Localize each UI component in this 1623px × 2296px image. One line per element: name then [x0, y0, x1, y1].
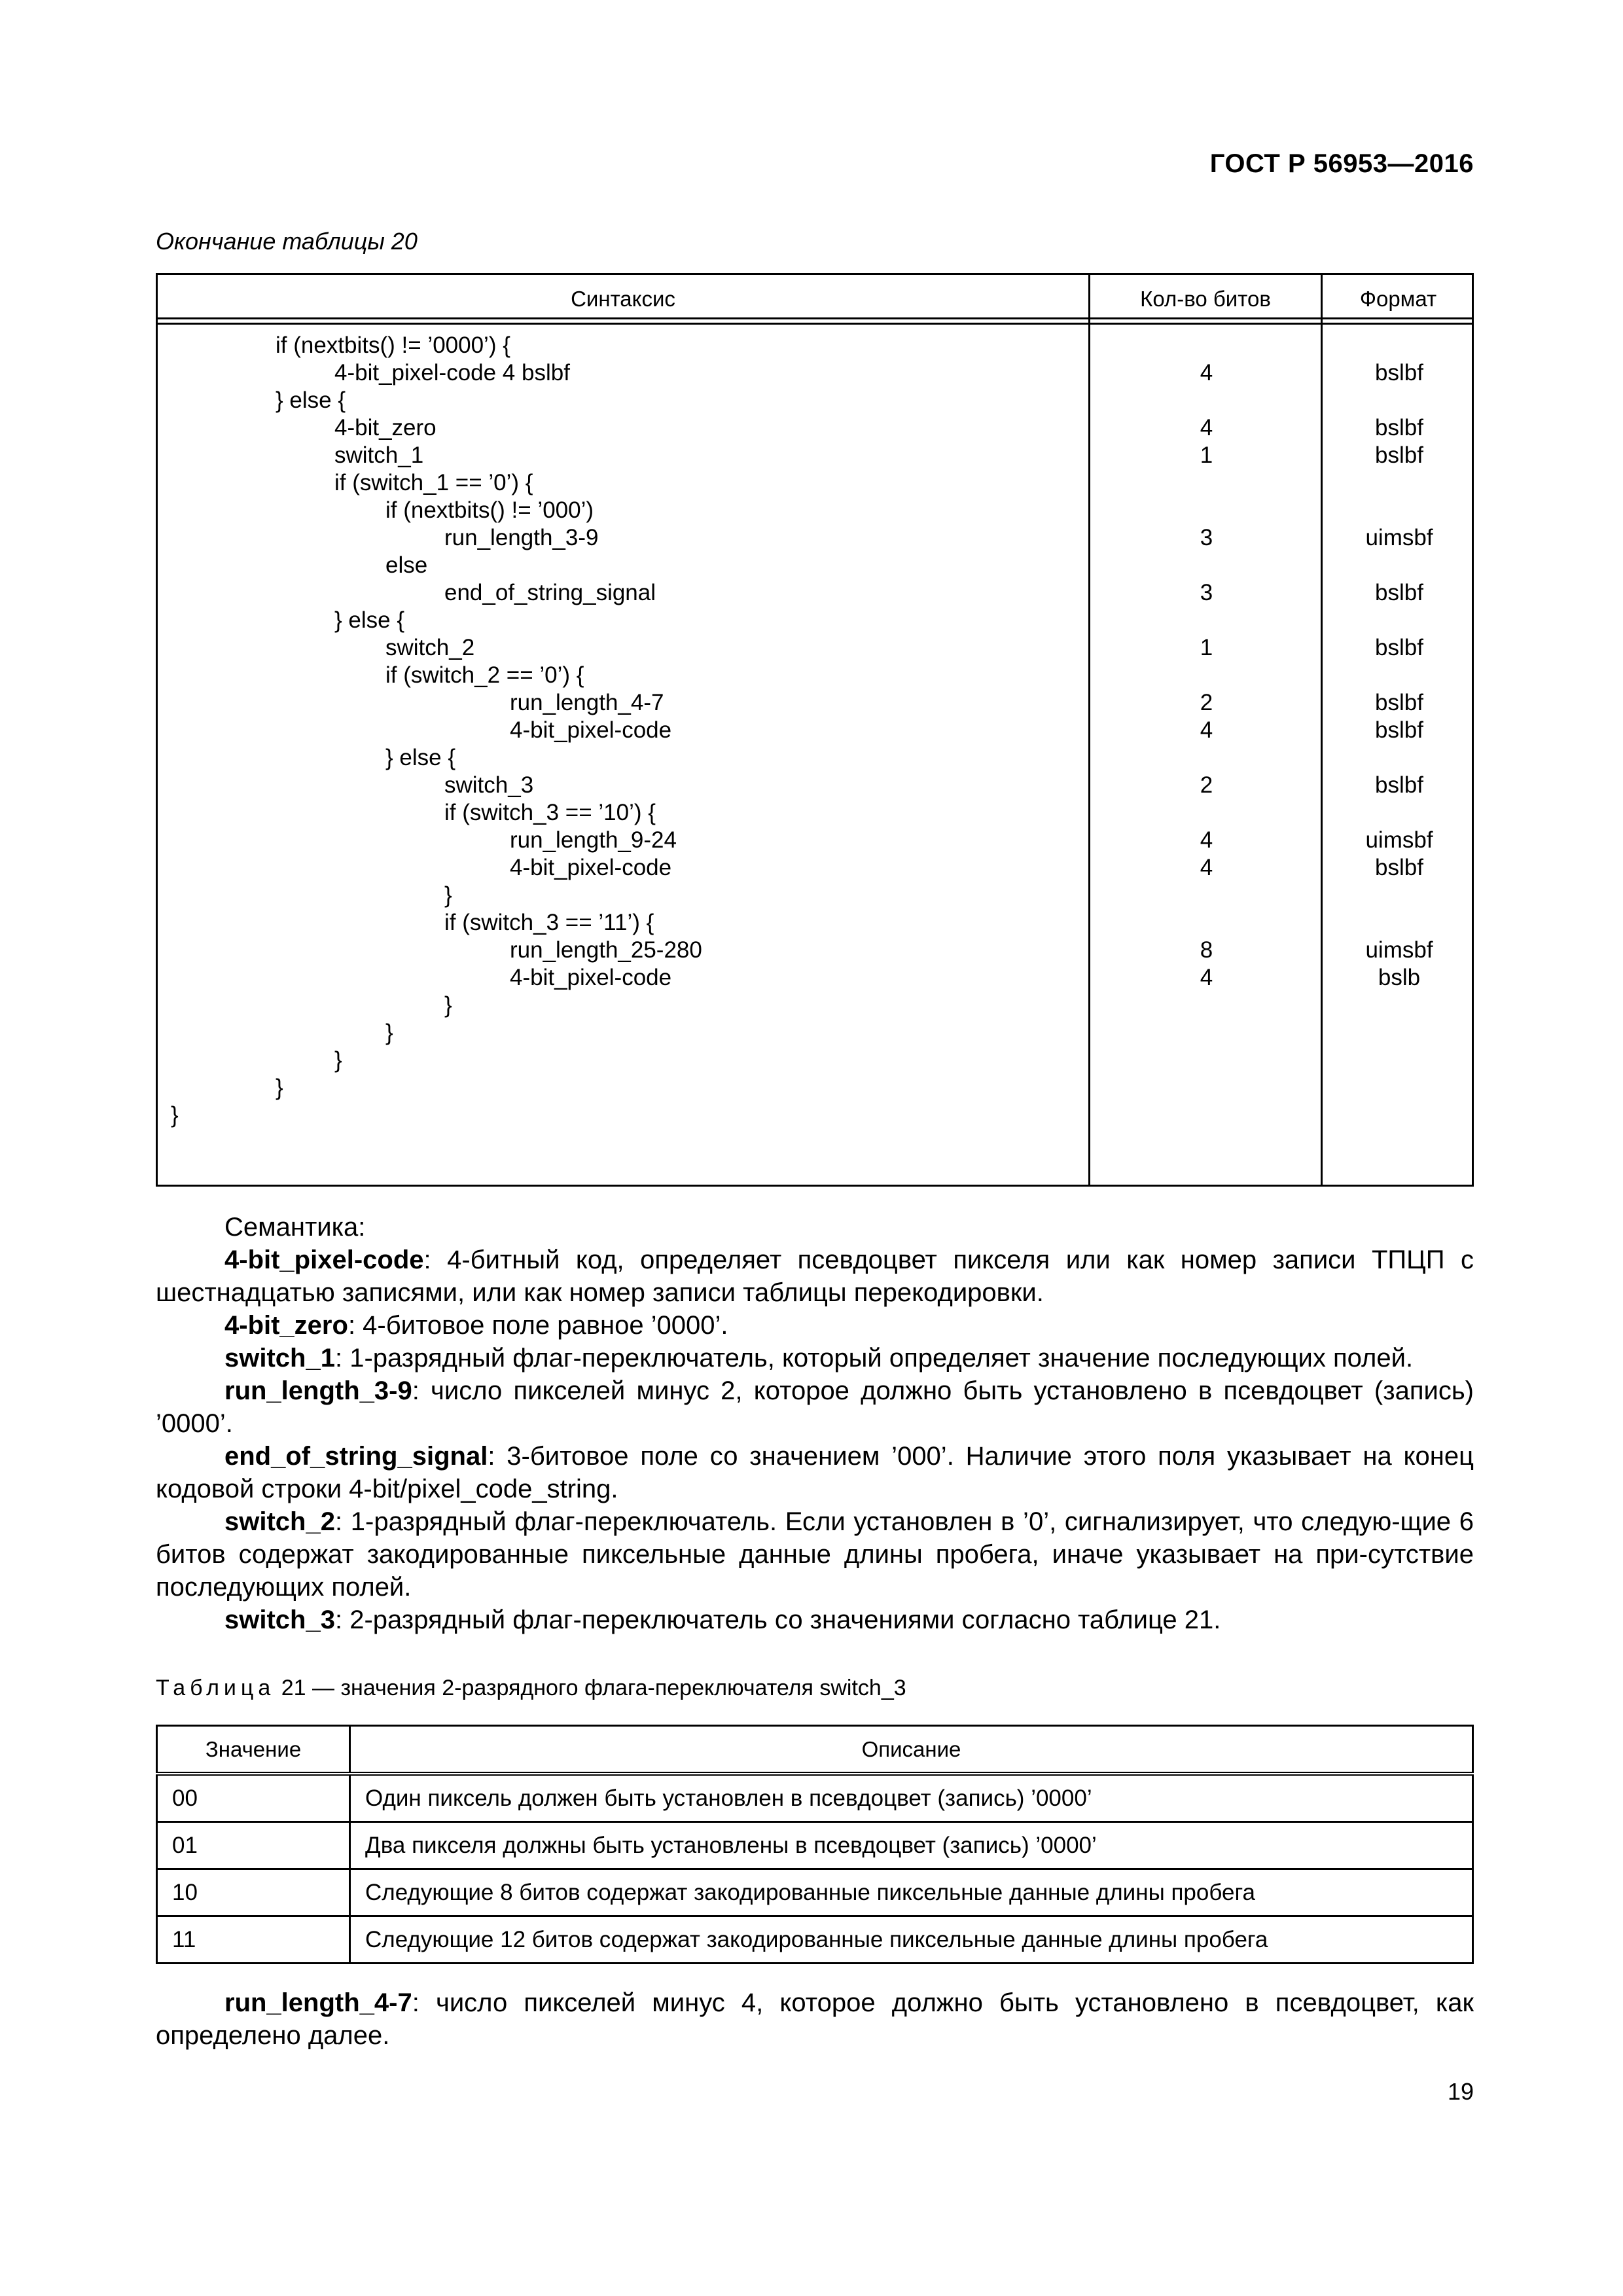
table-row [158, 965, 1472, 994]
bits-cell: 4 [1200, 360, 1213, 386]
header-syntax: Синтаксис [571, 287, 675, 311]
semantics-section [156, 1211, 1474, 1636]
syntax-cell: } [276, 1075, 283, 1100]
table-row [157, 1916, 1473, 1964]
table-row [158, 552, 1472, 581]
table-row [157, 1822, 1473, 1869]
description-cell: Следующие 12 битов содержат закодированные пиксельные данные длины пробега [350, 1916, 1473, 1964]
syntax-cell: } [171, 1102, 179, 1128]
syntax-cell: } [444, 992, 452, 1018]
format-cell: uimsbf [1365, 827, 1433, 853]
value-cell: 10 [157, 1869, 350, 1916]
table-header-divider [158, 317, 1472, 319]
table-21-caption-text: 21 — значения 2-разрядного флага-переключателя switch_3 [275, 1676, 906, 1700]
semantics-item [156, 1309, 1474, 1342]
format-cell: bslbf [1375, 360, 1423, 386]
table-row [158, 772, 1472, 801]
format-cell: bslbf [1375, 442, 1423, 468]
syntax-cell: if (switch_3 == ’10’) { [444, 800, 656, 825]
bits-cell: 2 [1200, 690, 1213, 715]
table-row [158, 387, 1472, 416]
table-row [158, 1075, 1472, 1103]
syntax-cell: if (nextbits() != ’000’) [385, 497, 594, 523]
closing-text: : число пикселей минус 4, которое должно быть установлено в псевдоцвет, как определено далее. [156, 1988, 1474, 2050]
table-row [158, 717, 1472, 746]
table-row [157, 1774, 1473, 1822]
bits-cell: 4 [1200, 965, 1213, 990]
table-row [158, 800, 1472, 829]
bits-cell: 4 [1200, 717, 1213, 743]
semantics-term: switch_1 [224, 1344, 335, 1372]
semantics-item [156, 1505, 1474, 1604]
format-cell: uimsbf [1365, 937, 1433, 963]
format-cell: bslbf [1375, 635, 1423, 660]
table-row [158, 332, 1472, 361]
semantics-item [156, 1604, 1474, 1636]
table-row [158, 580, 1472, 609]
semantics-item [156, 1440, 1474, 1505]
syntax-cell: run_length_9-24 [510, 827, 677, 853]
semantics-item [156, 1374, 1474, 1440]
closing-term: run_length_4-7 [224, 1988, 412, 2017]
semantics-title: Семантика: [224, 1213, 366, 1242]
syntax-cell: run_length_3-9 [444, 525, 599, 550]
table-row [158, 415, 1472, 444]
table-row [158, 1047, 1472, 1076]
header-value: Значение [157, 1726, 350, 1774]
table-row [158, 937, 1472, 966]
value-cell: 01 [157, 1822, 350, 1869]
semantics-term: 4-bit_pixel-code [224, 1246, 424, 1274]
table-row [158, 497, 1472, 526]
syntax-cell: 4-bit_pixel-code [510, 855, 672, 880]
syntax-cell: else [385, 552, 428, 578]
table-header-divider [158, 323, 1472, 325]
bits-cell: 1 [1200, 442, 1213, 468]
semantics-text: : 1-разрядный флаг-переключатель, который определяет значение последующих полей. [334, 1344, 1414, 1372]
syntax-cell: run_length_25-280 [510, 937, 702, 963]
table-row [158, 1020, 1472, 1049]
format-cell: bslbf [1375, 772, 1423, 798]
semantics-term: switch_3 [224, 1605, 335, 1634]
syntax-cell: 4-bit_pixel-code [510, 965, 672, 990]
bits-cell: 8 [1200, 937, 1213, 963]
syntax-cell: end_of_string_signal [444, 580, 656, 605]
table-row [158, 855, 1472, 884]
semantics-term: 4-bit_zero [224, 1311, 348, 1340]
page-number: 19 [1447, 2078, 1474, 2105]
semantics-text: : 1-разрядный флаг-переключатель. Если установлен в ’0’, сигнализирует, что следую-щие 6 битов содержат закодированные пиксельные данные длины пробега, иначе указывает на при-сутствие последующих полей. [156, 1507, 1474, 1602]
table-row [158, 690, 1472, 719]
semantics-text: : 2-разрядный флаг-переключатель со значениями согласно таблице 21. [334, 1605, 1221, 1634]
syntax-cell: switch_1 [334, 442, 424, 468]
semantics-term: run_length_3-9 [224, 1376, 412, 1405]
table-row [157, 1869, 1473, 1916]
header-format: Формат [1359, 287, 1437, 311]
syntax-cell: if (switch_1 == ’0’) { [334, 470, 533, 495]
syntax-cell: } else { [385, 745, 456, 770]
description-cell: Один пиксель должен быть установлен в псевдоцвет (запись) ’0000’ [350, 1774, 1473, 1822]
description-cell: Следующие 8 битов содержат закодированные пиксельные данные длины пробега [350, 1869, 1473, 1916]
syntax-cell: if (nextbits() != ’0000’) { [276, 332, 510, 358]
value-cell: 00 [157, 1774, 350, 1822]
syntax-cell: switch_2 [385, 635, 475, 660]
bits-cell: 4 [1200, 415, 1213, 440]
syntax-cell: switch_3 [444, 772, 534, 798]
semantics-item [156, 1244, 1474, 1309]
semantics-item [156, 1342, 1474, 1374]
format-cell: bslbf [1375, 580, 1423, 605]
format-cell: bslbf [1375, 415, 1423, 440]
table-21-caption-word: Таблица [156, 1676, 276, 1700]
table-21 [156, 1725, 1474, 1964]
semantics-text: : 4-битовое поле равное ’0000’. [348, 1311, 728, 1340]
table-row [158, 745, 1472, 774]
table-20 [156, 273, 1474, 1187]
syntax-cell: } else { [276, 387, 346, 413]
table-row [158, 910, 1472, 939]
semantics-term: end_of_string_signal [224, 1442, 488, 1471]
table-row [158, 662, 1472, 691]
table-row [158, 470, 1472, 499]
table-row [158, 635, 1472, 664]
closing-paragraph [156, 1986, 1474, 2052]
value-cell: 11 [157, 1916, 350, 1964]
bits-cell: 4 [1200, 855, 1213, 880]
header-description: Описание [350, 1726, 1473, 1774]
format-cell: bslbf [1375, 855, 1423, 880]
table-row [158, 442, 1472, 471]
syntax-cell: 4-bit_zero [334, 415, 437, 440]
header-bits: Кол-во битов [1140, 287, 1271, 311]
table-row [158, 525, 1472, 554]
syntax-cell: 4-bit_pixel-code 4 bslbf [334, 360, 570, 386]
syntax-cell: } [385, 1020, 393, 1045]
document-id: ГОСТ Р 56953—2016 [1209, 149, 1474, 178]
format-cell: uimsbf [1365, 525, 1433, 550]
semantics-text: : 3-битовое поле со значением ’000’. Наличие этого поля указывает на конец кодовой строки 4-bit/pixel_code_string. [156, 1442, 1474, 1503]
syntax-cell: if (switch_2 == ’0’) { [385, 662, 584, 688]
bits-cell: 4 [1200, 827, 1213, 853]
format-cell: bslb [1378, 965, 1421, 990]
table-21-caption [156, 1676, 906, 1701]
table-row [158, 360, 1472, 389]
table-row [158, 882, 1472, 911]
bits-cell: 3 [1200, 525, 1213, 550]
table-row [158, 607, 1472, 636]
bits-cell: 2 [1200, 772, 1213, 798]
syntax-cell: if (switch_3 == ’11’) { [444, 910, 654, 935]
syntax-cell: 4-bit_pixel-code [510, 717, 672, 743]
bits-cell: 3 [1200, 580, 1213, 605]
bits-cell: 1 [1200, 635, 1213, 660]
format-cell: bslbf [1375, 690, 1423, 715]
table-row [158, 1102, 1472, 1131]
syntax-cell: } [334, 1047, 342, 1073]
syntax-cell: } [444, 882, 452, 908]
syntax-cell: run_length_4-7 [510, 690, 664, 715]
syntax-cell: } else { [334, 607, 405, 633]
semantics-text: : 4-битный код, определяет псевдоцвет пикселя или как номер записи ТПЦП с шестнадцатью записями, или как номер записи таблицы перекодировки. [156, 1246, 1474, 1307]
table-20-caption: Окончание таблицы 20 [156, 228, 418, 255]
semantics-text: : число пикселей минус 2, которое должно быть установлено в псевдоцвет (запись) ’0000’. [156, 1376, 1474, 1438]
description-cell: Два пикселя должны быть установлены в псевдоцвет (запись) ’0000’ [350, 1822, 1473, 1869]
semantics-term: switch_2 [224, 1507, 335, 1536]
table-row [158, 827, 1472, 856]
format-cell: bslbf [1375, 717, 1423, 743]
table-row [158, 992, 1472, 1021]
